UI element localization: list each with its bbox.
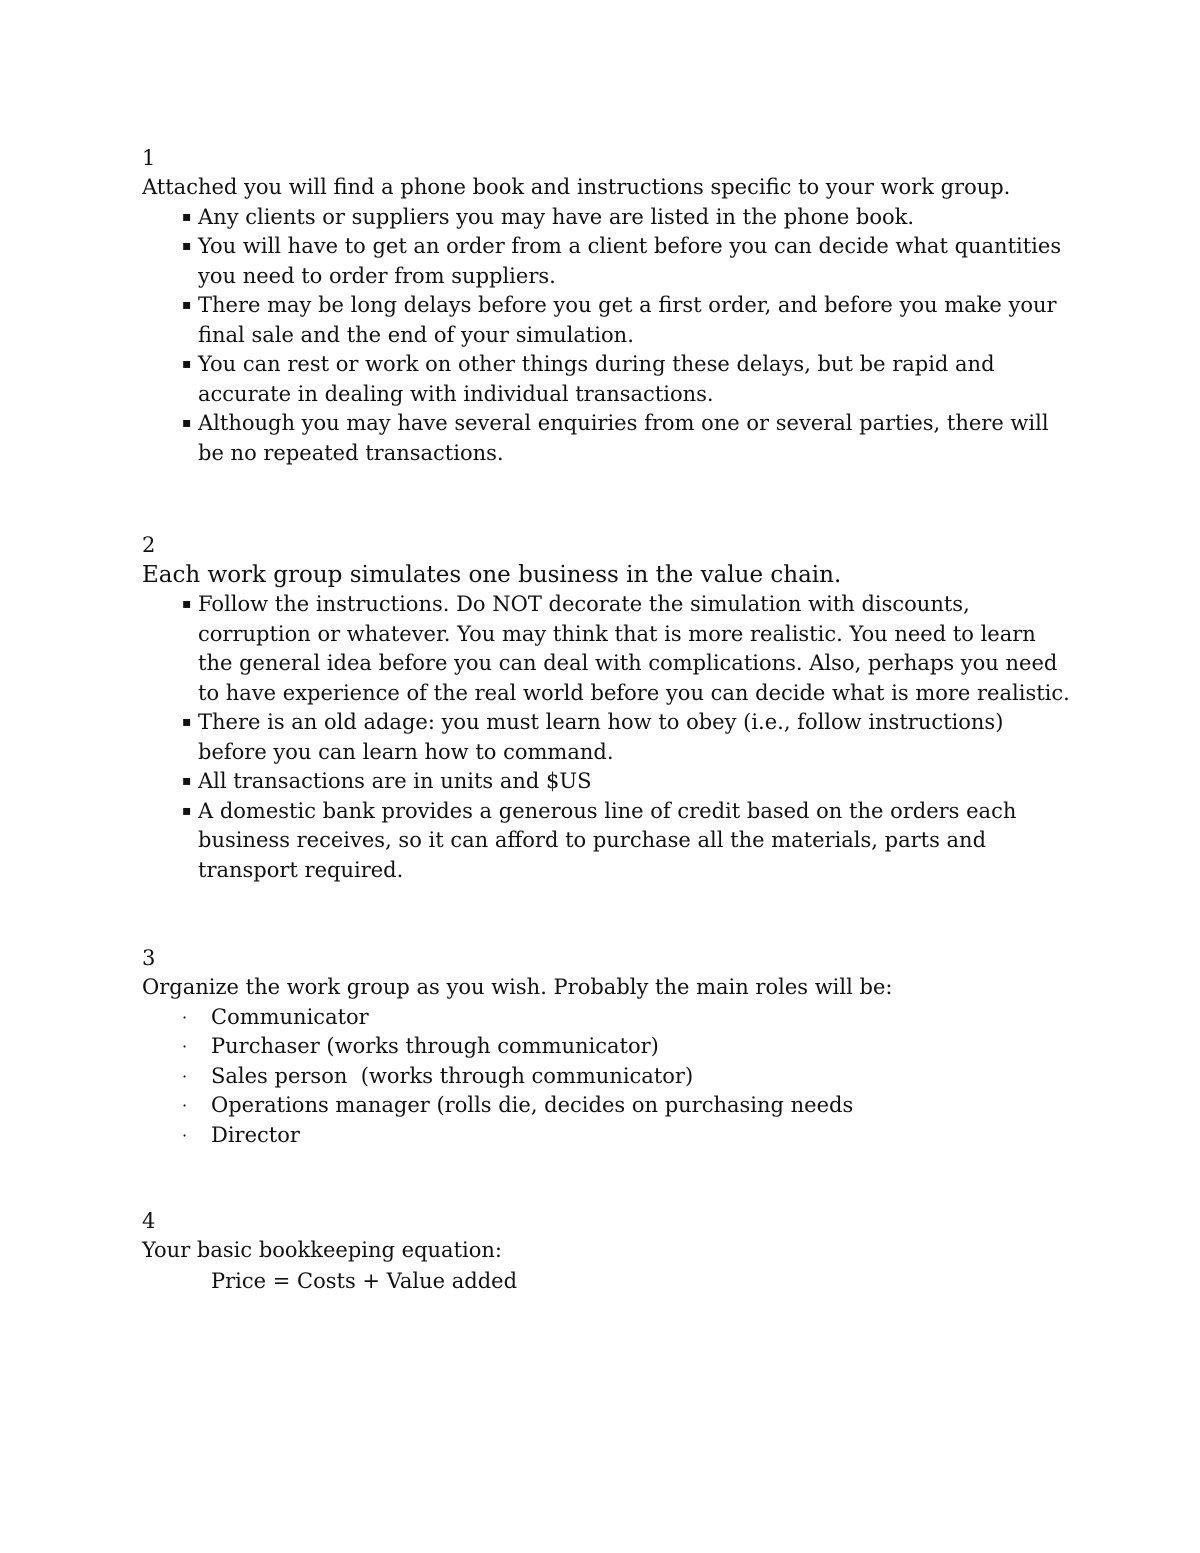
list-item-text: Any clients or suppliers you may have are listed in the phone book. (198, 204, 915, 229)
list-item-text: Director (211, 1122, 300, 1147)
list-item (142, 1121, 1072, 1151)
section-3 (142, 943, 1072, 1150)
section-intro: Your basic bookkeeping equation: (142, 1238, 502, 1262)
list-item-text: Follow the instructions. Do NOT decorate the simulation with discounts, corruption or whatever. You may think that is more realistic. You need to learn the general idea before you can deal with complications. Also, perhaps you need to have experience of the real world before you can decide what is more realistic. (198, 592, 1070, 705)
bullet-icon: · (182, 1007, 188, 1027)
section-number: 2 (142, 533, 156, 557)
bullet-icon: ▪ (182, 802, 192, 819)
list-item (142, 767, 1072, 797)
list-item (142, 708, 1072, 767)
list-item-text: There is an old adage: you must learn how to obey (i.e., follow instructions) before you can learn how to command. (198, 710, 1004, 764)
section-4 (142, 1206, 1072, 1296)
list-item (142, 291, 1072, 350)
section-number: 4 (142, 1209, 156, 1233)
bookkeeping-equation: Price = Costs + Value added (211, 1268, 518, 1293)
list-item-text: You will have to get an order from a client before you can decide what quantities you need to order from suppliers. (198, 234, 1062, 288)
list-item-text: A domestic bank provides a generous line of credit based on the orders each business receives, so it can afford to purchase all the materials, parts and transport required. (198, 798, 1017, 882)
list-item (142, 590, 1072, 708)
bullet-icon: ▪ (182, 773, 192, 789)
bullet-icon: ▪ (182, 714, 192, 730)
list-item-text: There may be long delays before you get a first order, and before you make your final sale and the end of your simulation. (198, 293, 1057, 347)
bullet-list (142, 203, 1072, 469)
section-intro: Organize the work group as you wish. Probably the main roles will be: (142, 975, 893, 999)
list-item-text: Although you may have several enquiries from one or several parties, there will be no repeated transactions. (198, 411, 1049, 465)
section-number: 3 (142, 946, 156, 970)
list-item-text: Operations manager (rolls die, decides on purchasing needs (211, 1093, 854, 1117)
bullet-icon: ▪ (182, 297, 192, 313)
section-number: 1 (142, 146, 156, 170)
list-item (142, 232, 1072, 291)
bullet-list (142, 590, 1072, 885)
bullet-icon: ▪ (182, 238, 192, 254)
list-item (142, 1003, 1072, 1033)
list-item (142, 203, 1072, 233)
bullet-icon: · (182, 1096, 188, 1115)
section-intro: Each work group simulates one business in the value chain. (142, 562, 842, 588)
section-2 (142, 530, 1072, 885)
bullet-icon: · (182, 1125, 188, 1145)
list-item (142, 797, 1072, 886)
list-item (142, 350, 1072, 409)
bullet-icon: ▪ (182, 208, 192, 225)
section-intro: Attached you will find a phone book and instructions specific to your work group. (142, 175, 1011, 199)
list-item-text: Purchaser (works through communicator) (211, 1034, 659, 1058)
bullet-icon: · (182, 1066, 188, 1086)
list-item-text: Communicator (211, 1004, 369, 1029)
bullet-icon: ▪ (182, 356, 192, 372)
bullet-icon: ▪ (182, 415, 192, 431)
bullet-icon: · (182, 1037, 188, 1056)
list-item (142, 409, 1072, 468)
section-1 (142, 143, 1072, 468)
list-item (142, 1091, 1072, 1121)
list-item-text: You can rest or work on other things during these delays, but be rapid and accurate in dealing with individual transactions. (198, 352, 995, 406)
bullet-icon: ▪ (182, 596, 192, 612)
list-item (142, 1062, 1072, 1092)
list-item (142, 1032, 1072, 1062)
roles-list (142, 1003, 1072, 1151)
list-item-text: Sales person (works through communicator) (211, 1063, 694, 1088)
list-item-text: All transactions are in units and $US (198, 769, 592, 793)
